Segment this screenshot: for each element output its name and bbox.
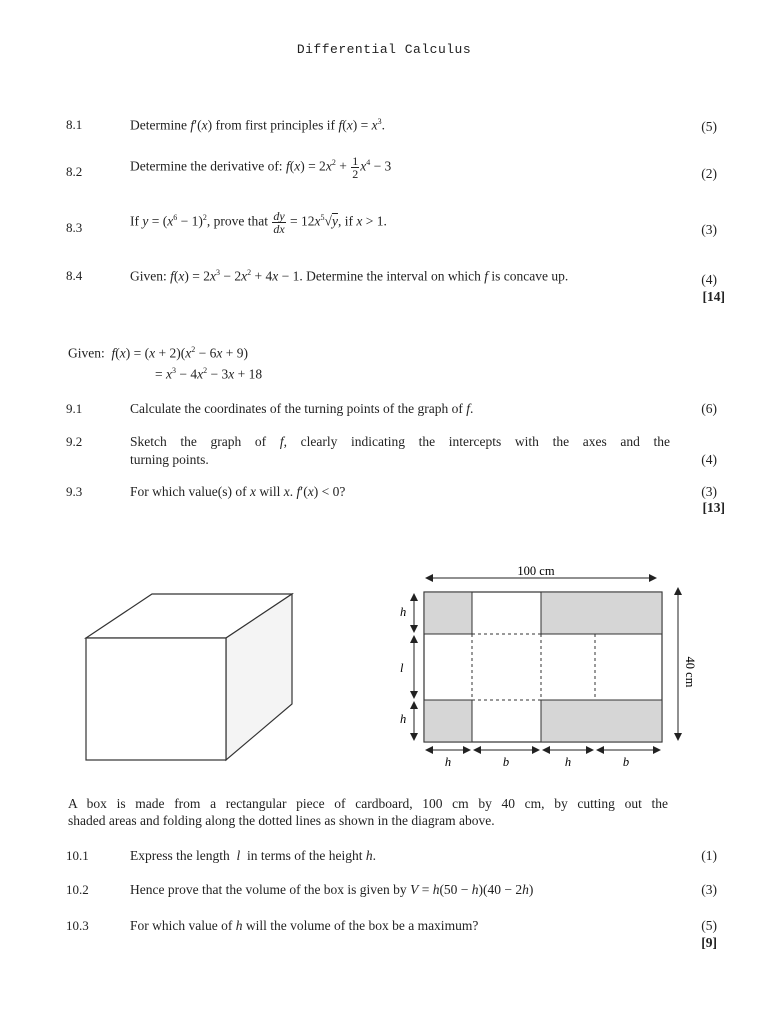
question-8-4-text: Given: $f(x) = 2x^3 - 2x^2 + 4x - 1$. Determine the interval on which f is concave up. bbox=[130, 268, 569, 284]
question-9-3-text: For which value(s) of x will x. f′(x) < 0? bbox=[130, 484, 346, 499]
question-10-1-mark: (1) bbox=[701, 848, 717, 863]
question-10-3-mark: (5) bbox=[701, 918, 717, 933]
question-8-1-text: Determine f′(x) from first principles if $f(x) = x^3$. bbox=[130, 117, 385, 133]
question-9-given-expanded: = $x^3 - 4x^2 - 3x + 18$ bbox=[155, 366, 263, 382]
question-9-2-text-line2: turning points. bbox=[130, 452, 209, 467]
question-10-2-mark: (3) bbox=[701, 882, 717, 897]
question-9-2-text-line1: Sketch the graph of f, clearly indicating the intercepts with the axes and the bbox=[130, 434, 671, 449]
box-illustration bbox=[80, 590, 300, 775]
question-8-1-number: 8.1 bbox=[66, 117, 83, 132]
question-9-total: [13] bbox=[702, 500, 725, 515]
question-10-total: [9] bbox=[701, 935, 717, 950]
question-10-intro-line1: A box is made from a rectangular piece of cardboard, 100 cm by 40 cm, by cutting out the bbox=[68, 796, 668, 811]
page-title: Differential Calculus bbox=[296, 42, 472, 57]
question-10-2-number: 10.2 bbox=[66, 882, 89, 897]
question-8-3-number: 8.3 bbox=[66, 220, 83, 235]
left-label-h-bottom: h bbox=[400, 712, 407, 726]
question-8-2-mark: (2) bbox=[701, 166, 717, 181]
question-10-3-number: 10.3 bbox=[66, 918, 89, 933]
left-label-h-top: h bbox=[400, 605, 407, 619]
question-9-1-number: 9.1 bbox=[66, 401, 83, 416]
question-8-2-number: 8.2 bbox=[66, 164, 83, 179]
question-9-3-number: 9.3 bbox=[66, 484, 83, 499]
question-10-1-number: 10.1 bbox=[66, 848, 89, 863]
question-9-3-mark: (3) bbox=[701, 484, 717, 499]
question-8-3-text: If $y = (x^6 - 1)^2$, prove that $\frac{dy}{dx}$ = $12x^5√y$, if x > 1. bbox=[130, 209, 387, 236]
bottom-label-b-1: b bbox=[502, 755, 510, 769]
question-10-3-text: For which value of h will the volume of the box be a maximum? bbox=[130, 918, 479, 933]
question-10-2-text: Hence prove that the volume of the box is given by V = h(50 − h)(40 − 2h) bbox=[130, 882, 534, 897]
bottom-label-b-2: b bbox=[622, 755, 630, 769]
question-9-1-text: Calculate the coordinates of the turning points of the graph of f. bbox=[130, 401, 474, 416]
question-8-4-number: 8.4 bbox=[66, 268, 83, 283]
question-8-total: [14] bbox=[702, 289, 725, 304]
question-8-4-mark: (4) bbox=[701, 272, 717, 287]
cardboard-net-diagram bbox=[388, 560, 708, 775]
left-label-l: l bbox=[400, 661, 404, 675]
question-9-2-mark: (4) bbox=[701, 452, 717, 467]
question-9-2-number: 9.2 bbox=[66, 434, 83, 449]
question-8-3-mark: (3) bbox=[701, 222, 717, 237]
question-10-intro-line2: shaded areas and folding along the dotted lines as shown in the diagram above. bbox=[68, 813, 495, 828]
question-8-2-text: Determine the derivative of: $f(x) = 2x^2$ + $\frac{1}{2}$ $x^4 - 3$ bbox=[130, 154, 392, 181]
side-dimension-label: 40 cm bbox=[683, 656, 697, 688]
top-dimension-label: 100 cm bbox=[517, 564, 555, 578]
question-10-1-text: Express the length l in terms of the height h. bbox=[130, 848, 376, 863]
question-9-given: Given: $f(x) = (x + 2)(x^2 - 6x + 9)$ bbox=[68, 345, 248, 361]
question-9-1-mark: (6) bbox=[701, 401, 717, 416]
question-8-1-mark: (5) bbox=[701, 119, 717, 134]
bottom-label-h-2: h bbox=[564, 755, 572, 769]
bottom-label-h-1: h bbox=[444, 755, 452, 769]
